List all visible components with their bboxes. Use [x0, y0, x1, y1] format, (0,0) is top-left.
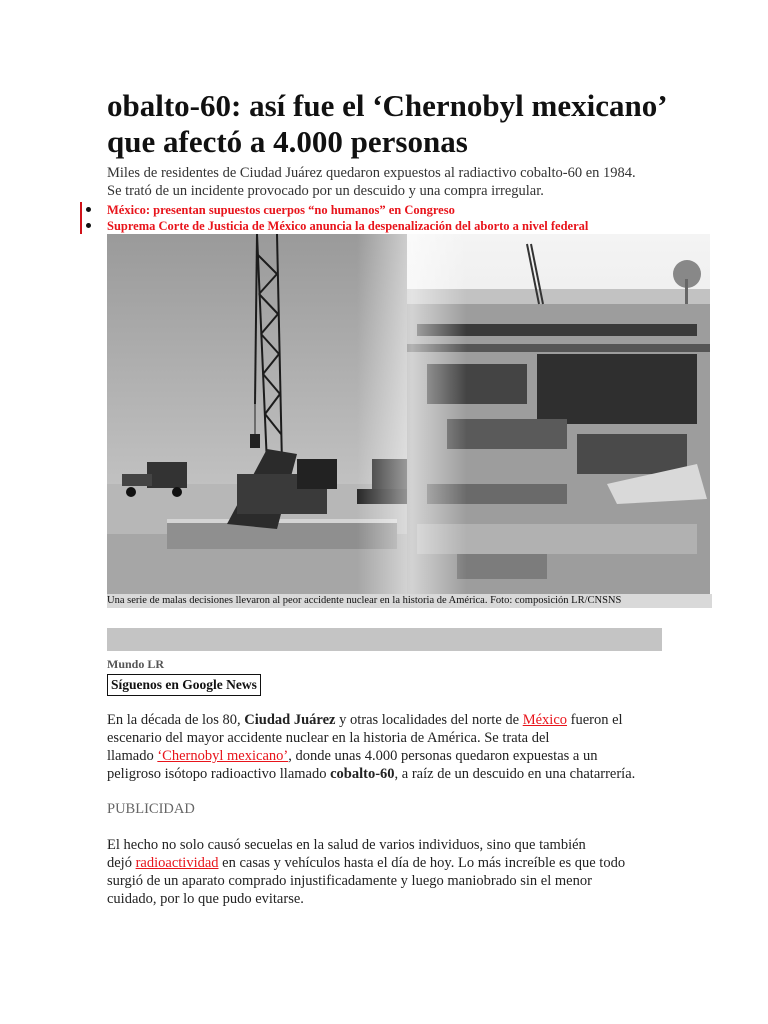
subhead-line-1: Miles de residentes de Ciudad Juárez quedaron expuestos al radiactivo cobalto-60 en 1984. [107, 165, 636, 181]
photo-caption: Una serie de malas decisiones llevaron al peor accidente nuclear en la historia de América. Foto: composición LR/CNSNS [107, 594, 712, 608]
bullet-icon [86, 223, 91, 228]
body-paragraph-1 [107, 711, 667, 783]
article-photo [107, 234, 710, 594]
section-label[interactable]: Mundo LR [107, 657, 165, 671]
p2-text: dejó [107, 855, 136, 871]
related-link-1[interactable] [80, 202, 720, 218]
body-paragraph-2 [107, 836, 667, 908]
p2-text: en casas y vehículos hasta el día de hoy. Lo más increíble es que todo [218, 855, 626, 871]
p2-text: cuidado, por lo que pudo evitarse. [107, 891, 304, 907]
related-links-list [80, 202, 720, 234]
p2-text: El hecho no solo causó secuelas en la salud de varios individuos, sino que también [107, 837, 586, 853]
related-marker [80, 218, 82, 234]
ad-placeholder-bar [107, 628, 662, 651]
related-link-2[interactable] [80, 218, 720, 234]
p1-text: , a raíz de un descuido en una chatarrería. [394, 766, 636, 782]
headline-line-1: obalto-60: así fue el ‘Chernobyl mexicano’ [107, 88, 668, 123]
p1-text: fueron el [567, 712, 623, 728]
photo-illustration [107, 234, 710, 594]
chernobyl-mexicano-link[interactable]: ‘Chernobyl mexicano’ [157, 748, 289, 764]
article-headline [107, 88, 707, 160]
p1-bold-cobalto: cobalto-60 [330, 766, 395, 782]
p1-text: peligroso isótopo radioactivo llamado [107, 766, 331, 782]
related-marker [80, 202, 82, 218]
p1-text: escenario del mayor accidente nuclear en la historia de América. Se trata del [107, 730, 550, 746]
article-subhead [107, 164, 707, 200]
headline-line-2: que afectó a 4.000 personas [107, 124, 468, 159]
p1-text: En la década de los 80, [107, 712, 245, 728]
advertisement-label: PUBLICIDAD [107, 801, 195, 817]
related-link-label[interactable]: México: presentan supuestos cuerpos “no humanos” en Congreso [107, 203, 455, 217]
p1-text: y otras localidades del norte de [335, 712, 523, 728]
p1-text: llamado [107, 748, 158, 764]
p1-text: , donde unas 4.000 personas quedaron expuestas a un [288, 748, 598, 764]
p2-text: surgió de un aparato comprado injustificadamente y luego maniobrado sin el menor [107, 873, 592, 889]
radioactividad-link[interactable]: radioactividad [135, 855, 219, 871]
google-news-follow-button[interactable]: Síguenos en Google News [107, 674, 261, 696]
related-link-label[interactable]: Suprema Corte de Justicia de México anuncia la despenalización del aborto a nivel federal [107, 219, 589, 233]
bullet-icon [86, 207, 91, 212]
mexico-link[interactable]: México [522, 712, 568, 728]
subhead-line-2: Se trató de un incidente provocado por un descuido y una compra irregular. [107, 183, 544, 199]
p1-bold-ciudad-juarez: Ciudad Juárez [244, 712, 336, 728]
